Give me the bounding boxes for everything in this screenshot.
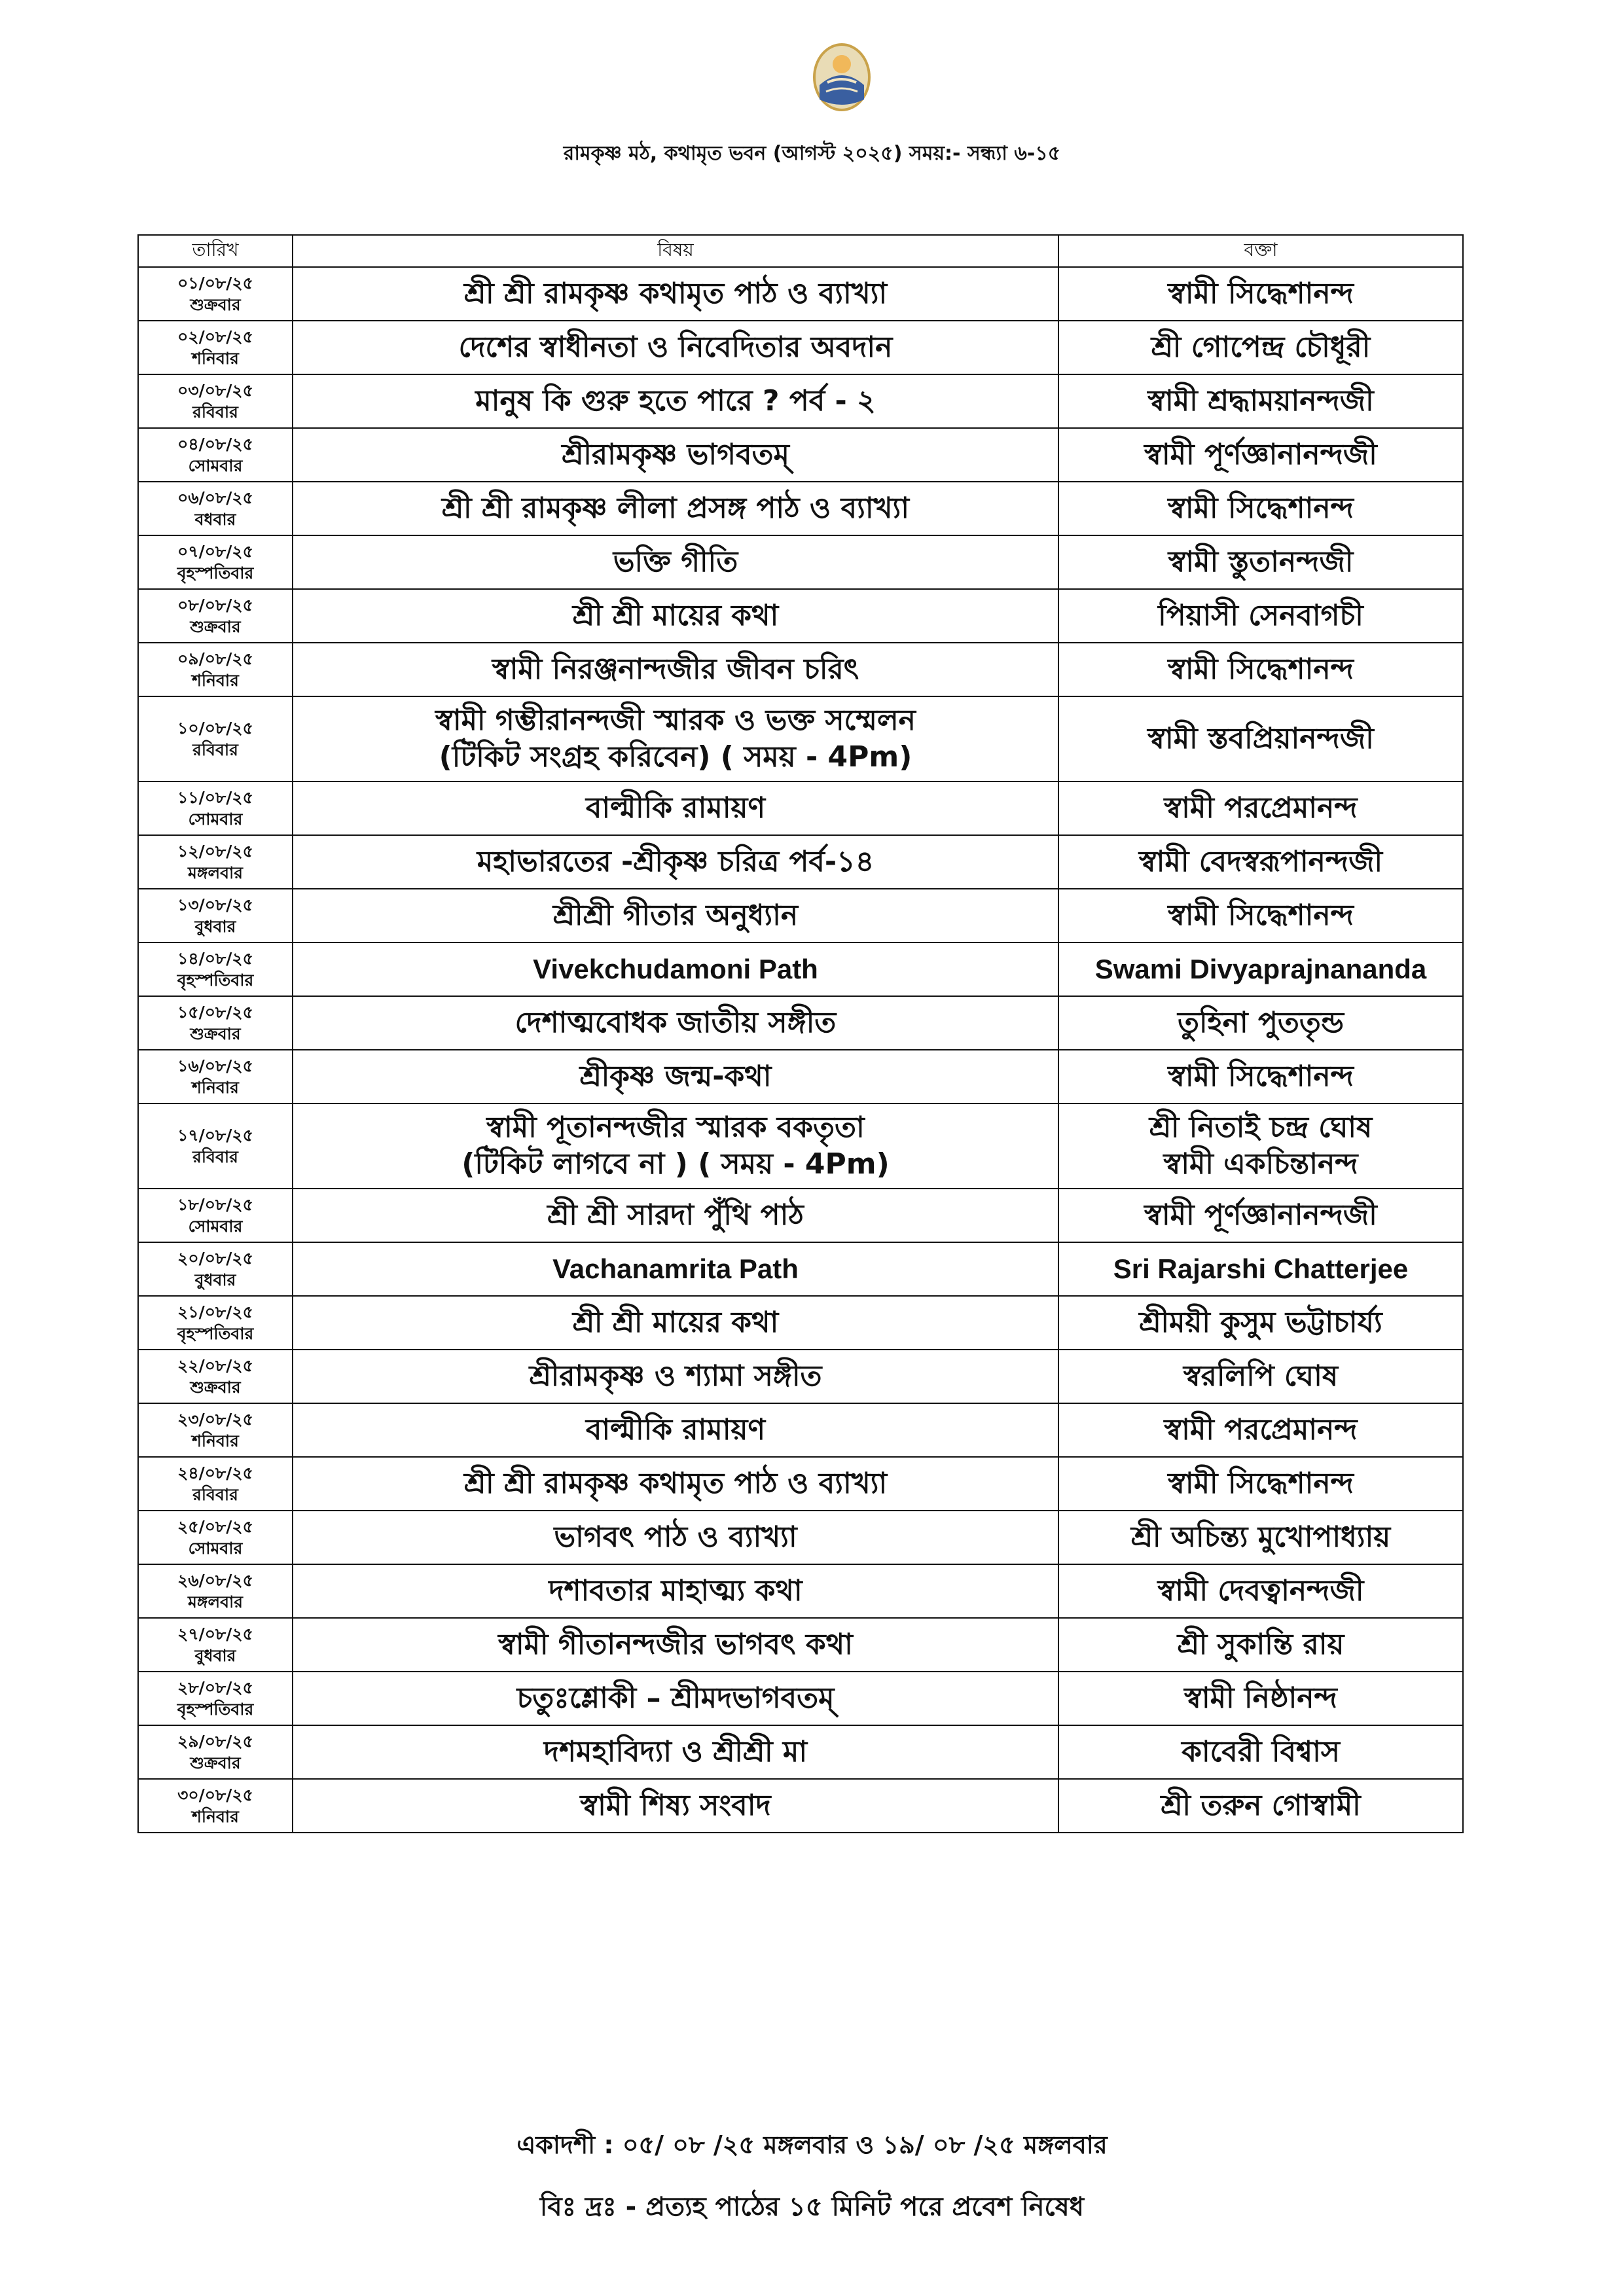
speaker-line: স্বামী সিদ্ধেশানন্দ [1168, 1060, 1354, 1093]
cell-speaker [1058, 1189, 1463, 1242]
speaker-line: স্বামী শ্রদ্ধাময়ানন্দজী [1147, 384, 1374, 418]
day-value: রবিবার [192, 403, 238, 422]
speaker-line: স্বামী সিদ্ধেশানন্দ [1168, 899, 1354, 932]
cell-date [138, 1103, 293, 1189]
cell-topic [293, 889, 1058, 942]
date-value: ০৭/০৮/২৫ [177, 542, 253, 561]
cell-date [138, 374, 293, 428]
cell-speaker [1058, 643, 1463, 696]
date-value: ১১/০৮/২৫ [177, 788, 253, 807]
topic-line: চতুঃশ্লোকী – শ্রীমদভাগবতম্ [516, 1681, 835, 1715]
day-value: বৃহস্পতিবার [177, 564, 254, 583]
day-value: মঙ্গলবার [187, 1592, 243, 1611]
cell-speaker [1058, 1725, 1463, 1779]
date-value: ১০/০৮/২৫ [177, 719, 253, 738]
cell-topic [293, 1403, 1058, 1457]
cell-speaker [1058, 428, 1463, 482]
cell-speaker [1058, 482, 1463, 535]
date-value: ০৩/০৮/২৫ [177, 381, 253, 400]
cell-topic [293, 696, 1058, 781]
cell-topic [293, 1189, 1058, 1242]
table-row [138, 942, 1463, 996]
cell-speaker [1058, 1242, 1463, 1296]
cell-speaker [1058, 1403, 1463, 1457]
date-value: ০৬/০৮/২৫ [177, 488, 253, 507]
topic-line: শ্রী শ্রী সারদা পুঁথি পাঠ [547, 1198, 804, 1232]
table-row [138, 321, 1463, 374]
cell-speaker [1058, 1050, 1463, 1103]
speaker-line: স্বামী দেবত্বানন্দজী [1157, 1574, 1364, 1607]
cell-speaker [1058, 942, 1463, 996]
topic-line: শ্রীরামকৃষ্ণ ভাগবতম্ [562, 438, 789, 471]
date-value: ১৬/০৮/২৫ [177, 1056, 253, 1075]
table-row [138, 1672, 1463, 1725]
cell-date [138, 781, 293, 835]
speaker-line: শ্রী অচিন্ত্য মুখোপাধ্যায় [1130, 1520, 1391, 1554]
day-value: সোমবার [188, 456, 243, 475]
topic-line: বাল্মীকি রামায়ণ [585, 1413, 766, 1446]
cell-speaker [1058, 1511, 1463, 1564]
cell-topic [293, 321, 1058, 374]
topic-line: Vachanamrita Path [552, 1253, 799, 1284]
topic-line: ভাগবৎ পাঠ ও ব্যাখ্যা [554, 1520, 797, 1554]
table-row [138, 1618, 1463, 1672]
day-value: বৃহস্পতিবার [177, 1700, 254, 1719]
topic-line: মহাভারতের -শ্রীকৃষ্ণ চরিত্র পর্ব-১৪ [477, 845, 875, 878]
speaker-line: স্বামী পরপ্রেমানন্দ [1164, 1413, 1358, 1446]
day-value: শনিবার [192, 1431, 239, 1450]
cell-speaker [1058, 696, 1463, 781]
speaker-line: স্বামী পূর্ণজ্ঞানানন্দজী [1144, 1198, 1377, 1232]
day-value: শনিবার [192, 1078, 239, 1097]
cell-date [138, 1779, 293, 1833]
cell-topic [293, 1103, 1058, 1189]
speaker-line: শ্রী গোপেন্দ্র চৌধূরী [1151, 331, 1371, 364]
date-value: ১৩/০৮/২৫ [177, 895, 253, 914]
table-row [138, 1242, 1463, 1296]
date-value: ২৪/০৮/২৫ [177, 1463, 253, 1482]
schedule-rows [138, 267, 1463, 1833]
speaker-line: Sri Rajarshi Chatterjee [1113, 1253, 1409, 1284]
topic-line: স্বামী পূতানন্দজীর স্মারক বকতৃতা [486, 1111, 865, 1144]
cell-topic [293, 942, 1058, 996]
speaker-line: স্বামী নিষ্ঠানন্দ [1184, 1681, 1337, 1715]
cell-topic [293, 1050, 1058, 1103]
topic-line: শ্রী শ্রী রামকৃষ্ণ লীলা প্রসঙ্গ পাঠ ও ব্যাখ্যা [441, 492, 910, 525]
speaker-line: স্বামী পূর্ণজ্ঞানানন্দজী [1144, 438, 1377, 471]
topic-line: স্বামী নিরঞ্জনান্দজীর জীবন চরিৎ [492, 653, 859, 686]
cell-speaker [1058, 1779, 1463, 1833]
date-value: ২১/০৮/২৫ [177, 1302, 253, 1321]
cell-date [138, 1189, 293, 1242]
topic-line: শ্রী শ্রী মায়ের কথা [572, 599, 779, 632]
speaker-line: শ্রী সুকান্তি রায় [1177, 1628, 1344, 1661]
speaker-line: কাবেরী বিশ্বাস [1182, 1735, 1340, 1768]
topic-line: (টিকিট সংগ্রহ করিবেন) ( সময় - 4Pm) [439, 740, 912, 774]
day-value: শুক্রবার [190, 1378, 241, 1397]
date-value: ১৫/০৮/২৫ [177, 1003, 253, 1022]
day-value: মঙ্গলবার [187, 863, 243, 882]
speaker-line: Swami Divyaprajnananda [1094, 954, 1427, 984]
date-value: ০৯/০৮/২৫ [177, 649, 253, 668]
cell-topic [293, 835, 1058, 889]
table-row [138, 1511, 1463, 1564]
cell-date [138, 482, 293, 535]
cell-date [138, 1050, 293, 1103]
day-value: সোমবার [188, 1539, 243, 1558]
cell-topic [293, 1564, 1058, 1618]
page-title: রামকৃষ্ণ মঠ, কথামৃত ভবন (আগস্ট ২০২৫) সময়:- সন্ধ্যা ৬-১৫ [563, 142, 1061, 165]
cell-speaker [1058, 889, 1463, 942]
table-row [138, 1350, 1463, 1403]
cell-speaker [1058, 781, 1463, 835]
cell-topic [293, 1350, 1058, 1403]
speaker-line: শ্রী নিতাই চন্দ্র ঘোষ [1149, 1111, 1373, 1144]
topic-line: শ্রী শ্রী রামকৃষ্ণ কথামৃত পাঠ ও ব্যাখ্যা [463, 277, 888, 310]
table-row [138, 1103, 1463, 1189]
cell-date [138, 1457, 293, 1511]
day-value: রবিবার [192, 1485, 238, 1504]
date-value: ১২/০৮/২৫ [177, 842, 253, 861]
date-value: ২৭/০৮/২৫ [177, 1624, 253, 1643]
cell-date [138, 889, 293, 942]
cell-topic [293, 374, 1058, 428]
day-value: বৃহস্পতিবার [177, 1324, 254, 1343]
speaker-line: স্বামী সিদ্ধেশানন্দ [1168, 653, 1354, 686]
table-row [138, 428, 1463, 482]
topic-line: শ্রীকৃষ্ণ জন্ম-কথা [579, 1060, 772, 1093]
table-row [138, 696, 1463, 781]
day-value: শনিবার [192, 671, 239, 690]
day-value: শুক্রবার [190, 295, 241, 314]
cell-date [138, 267, 293, 321]
topic-line: শ্রী শ্রী মায়ের কথা [572, 1306, 779, 1339]
cell-date [138, 589, 293, 643]
topic-line: শ্রী শ্রী রামকৃষ্ণ কথামৃত পাঠ ও ব্যাখ্যা [463, 1467, 888, 1500]
table-row [138, 1457, 1463, 1511]
cell-date [138, 535, 293, 589]
cell-date [138, 1242, 293, 1296]
topic-line: দেশাত্মবোধক জাতীয় সঙ্গীত [514, 1006, 837, 1039]
day-value: রবিবার [192, 1147, 238, 1166]
cell-topic [293, 1457, 1058, 1511]
cell-date [138, 1618, 293, 1672]
table-row [138, 889, 1463, 942]
speaker-line: স্বামী সিদ্ধেশানন্দ [1168, 492, 1354, 525]
cell-date [138, 1725, 293, 1779]
speaker-line: স্বামী স্তুতানন্দজী [1168, 545, 1354, 579]
date-value: ২৩/০৮/২৫ [177, 1410, 253, 1429]
cell-topic [293, 267, 1058, 321]
topic-line: বাল্মীকি রামায়ণ [585, 791, 766, 825]
date-value: ২৮/০৮/২৫ [177, 1678, 253, 1697]
schedule-table [137, 234, 1464, 1833]
header-date: তারিখ [138, 235, 293, 267]
cell-date [138, 1564, 293, 1618]
cell-date [138, 1296, 293, 1350]
entry-restriction-note: বিঃ দ্রঃ - প্রত্যহ পাঠের ১৫ মিনিট পরে প্রবেশ নিষেধ [539, 2192, 1085, 2222]
day-value: শুক্রবার [190, 1024, 241, 1043]
cell-speaker [1058, 535, 1463, 589]
cell-date [138, 942, 293, 996]
date-value: ২০/০৮/২৫ [177, 1249, 253, 1268]
cell-topic [293, 1296, 1058, 1350]
topic-line: Vivekchudamoni Path [533, 954, 818, 984]
date-value: ২৬/০৮/২৫ [177, 1571, 253, 1590]
date-value: ২৯/০৮/২৫ [177, 1732, 253, 1751]
table-row [138, 535, 1463, 589]
speaker-line: শ্রীময়ী কুসুম ভট্টাচার্য্য [1139, 1306, 1382, 1339]
day-value: শনিবার [192, 1807, 239, 1826]
ekadashi-note: একাদশী : ০৫/ ০৮ /২৫ মঙ্গলবার ও ১৯/ ০৮ /২৫ মঙ্গলবার [516, 2130, 1108, 2159]
cell-date [138, 696, 293, 781]
cell-topic [293, 482, 1058, 535]
topic-line: স্বামী শিষ্য সংবাদ [580, 1789, 771, 1822]
cell-date [138, 835, 293, 889]
date-value: ১৭/০৮/২৫ [177, 1126, 253, 1145]
speaker-line: পিয়াসী সেনবাগচী [1158, 599, 1363, 632]
cell-speaker [1058, 835, 1463, 889]
topic-line: শ্রীরামকৃষ্ণ ও শ্যামা সঙ্গীত [529, 1359, 822, 1393]
table-row [138, 374, 1463, 428]
topic-line: (টিকিট লাগবে না ) ( সময় - 4Pm) [461, 1147, 890, 1181]
table-row [138, 1779, 1463, 1833]
cell-speaker [1058, 1296, 1463, 1350]
table-row [138, 643, 1463, 696]
cell-topic [293, 535, 1058, 589]
date-value: ০৮/০৮/২৫ [177, 596, 253, 615]
cell-date [138, 1672, 293, 1725]
date-value: ২২/০৮/২৫ [177, 1356, 253, 1375]
cell-topic [293, 428, 1058, 482]
speaker-line: স্বামী পরপ্রেমানন্দ [1164, 791, 1358, 825]
cell-speaker [1058, 1350, 1463, 1403]
cell-date [138, 321, 293, 374]
date-value: ০৪/০৮/২৫ [177, 435, 253, 454]
topic-line: শ্রীশ্রী গীতার অনুধ্যান [552, 899, 799, 932]
cell-speaker [1058, 267, 1463, 321]
header-topic: বিষয় [293, 235, 1058, 267]
cell-speaker [1058, 1103, 1463, 1189]
speaker-line: স্বামী স্তবপ্রিয়ানন্দজী [1147, 722, 1374, 755]
table-row [138, 835, 1463, 889]
day-value: বুধবার [194, 917, 236, 936]
date-value: ১৮/০৮/২৫ [177, 1195, 253, 1214]
topic-line: দেশের স্বাধীনতা ও নিবেদিতার অবদান [458, 331, 893, 364]
topic-line: মানুষ কি গুরু হতে পারে ? পর্ব - ২ [475, 384, 876, 418]
math-emblem-logo [812, 39, 872, 113]
table-row [138, 1564, 1463, 1618]
speaker-line: তুহিনা পুততৃন্ড [1177, 1006, 1344, 1039]
table-row [138, 781, 1463, 835]
day-value: শুক্রবার [190, 617, 241, 636]
cell-speaker [1058, 1618, 1463, 1672]
cell-date [138, 1403, 293, 1457]
day-value: বুধবার [194, 1270, 236, 1289]
table-row [138, 589, 1463, 643]
table-row [138, 996, 1463, 1050]
cell-topic [293, 781, 1058, 835]
cell-topic [293, 643, 1058, 696]
table-row [138, 1296, 1463, 1350]
header-speaker: বক্তা [1058, 235, 1463, 267]
date-value: ২৫/০৮/২৫ [177, 1517, 253, 1536]
cell-topic [293, 1618, 1058, 1672]
table-header-row [138, 235, 1463, 267]
cell-speaker [1058, 374, 1463, 428]
speaker-line: স্বামী বেদস্বরূপানন্দজী [1138, 845, 1383, 878]
cell-topic [293, 1242, 1058, 1296]
cell-topic [293, 1779, 1058, 1833]
table-row [138, 1725, 1463, 1779]
cell-speaker [1058, 1457, 1463, 1511]
cell-topic [293, 1672, 1058, 1725]
topic-line: দশমহাবিদ্যা ও শ্রীশ্রী মা [543, 1735, 808, 1768]
table-row [138, 1189, 1463, 1242]
cell-speaker [1058, 589, 1463, 643]
cell-speaker [1058, 1564, 1463, 1618]
date-value: ০২/০৮/২৫ [177, 327, 253, 346]
day-value: শনিবার [192, 349, 239, 368]
cell-topic [293, 1511, 1058, 1564]
cell-topic [293, 1725, 1058, 1779]
day-value: রবিবার [192, 740, 238, 759]
cell-topic [293, 589, 1058, 643]
table-row [138, 267, 1463, 321]
cell-date [138, 996, 293, 1050]
day-value: সোমবার [188, 1217, 243, 1236]
topic-line: ভক্তি গীতি [613, 545, 738, 579]
cell-speaker [1058, 321, 1463, 374]
day-value: শুক্রবার [190, 1753, 241, 1772]
speaker-line: স্বামী একচিন্তানন্দ [1163, 1147, 1358, 1181]
cell-topic [293, 996, 1058, 1050]
speaker-line: স্বামী সিদ্ধেশানন্দ [1168, 277, 1354, 310]
date-value: ৩০/০৮/২৫ [177, 1785, 253, 1804]
day-value: বৃহস্পতিবার [177, 971, 254, 990]
day-value: বুধবার [194, 1646, 236, 1665]
speaker-line: শ্রী তরুন গোস্বামী [1161, 1789, 1361, 1822]
day-value: সোমবার [188, 810, 243, 829]
table-row [138, 1050, 1463, 1103]
topic-line: স্বামী গীতানন্দজীর ভাগবৎ কথা [498, 1628, 853, 1661]
cell-speaker [1058, 1672, 1463, 1725]
table-row [138, 482, 1463, 535]
cell-date [138, 428, 293, 482]
speaker-line: স্বরলিপি ঘোষ [1183, 1359, 1339, 1393]
cell-date [138, 1350, 293, 1403]
date-value: ০১/০৮/২৫ [177, 274, 253, 293]
day-value: বধবার [194, 510, 236, 529]
cell-date [138, 643, 293, 696]
table-row [138, 1403, 1463, 1457]
cell-date [138, 1511, 293, 1564]
cell-speaker [1058, 996, 1463, 1050]
topic-line: দশাবতার মাহাত্ম্য কথা [549, 1574, 803, 1607]
date-value: ১৪/০৮/২৫ [177, 949, 253, 968]
topic-line: স্বামী গম্ভীরানন্দজী স্মারক ও ভক্ত সম্মেলন [435, 704, 916, 737]
speaker-line: স্বামী সিদ্ধেশানন্দ [1168, 1467, 1354, 1500]
